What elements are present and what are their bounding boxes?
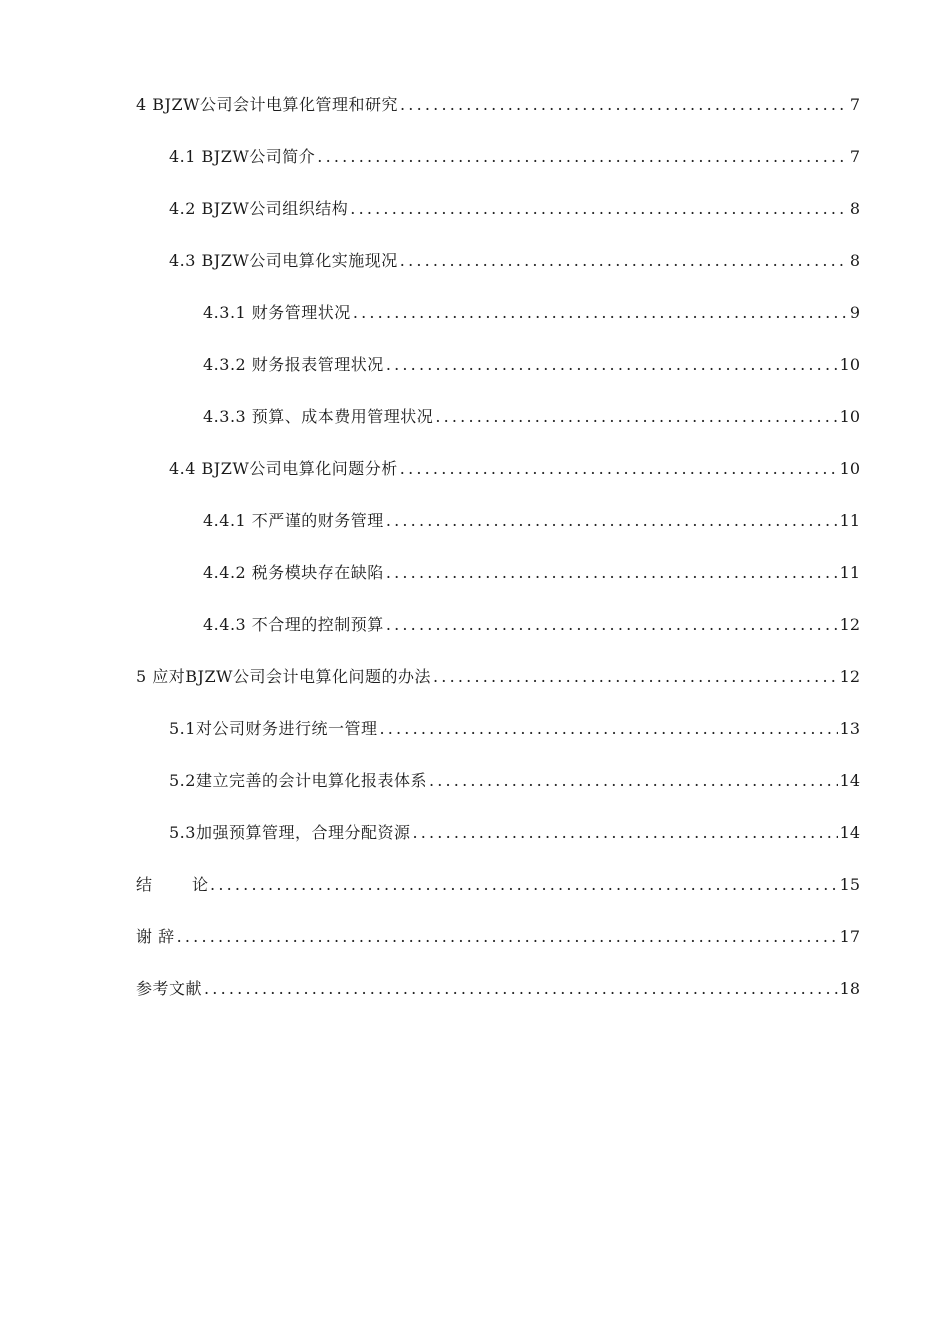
toc-entry-4-4[interactable]: [136, 456, 860, 508]
toc-entry-4-1[interactable]: [136, 144, 860, 196]
toc-entry-4-4-2[interactable]: [136, 560, 860, 612]
dot-leader: [433, 664, 838, 690]
toc-entry-references[interactable]: [136, 976, 860, 1028]
toc-entry-page-number: 18: [839, 979, 860, 998]
toc-entry-title: 4.4.3 不合理的控制预算: [203, 615, 384, 634]
toc-entry-page-number: 7: [849, 95, 860, 114]
toc-entry-title: 4.3.2 财务报表管理状况: [203, 355, 384, 374]
toc-entry-title: 4.3.3 预算、成本费用管理状况: [203, 407, 434, 426]
toc-entry-title: 4 BJZW公司会计电算化管理和研究: [136, 95, 399, 114]
dot-leader: [400, 456, 838, 482]
dot-leader: [350, 196, 848, 222]
toc-entry-4-3[interactable]: [136, 248, 860, 300]
toc-entry-page-number: 11: [839, 563, 860, 582]
toc-entry-chapter-5[interactable]: [136, 664, 860, 716]
dot-leader: [400, 248, 848, 274]
dot-leader: [353, 300, 848, 326]
dot-leader: [412, 820, 837, 846]
toc-entry-4-4-1[interactable]: [136, 508, 860, 560]
toc-entry-page-number: 10: [839, 459, 860, 478]
toc-entry-page-number: 9: [849, 303, 860, 322]
toc-entry-title: 参考文献: [136, 979, 203, 998]
toc-entry-4-2[interactable]: [136, 196, 860, 248]
toc-entry-title: 4.1 BJZW公司简介: [169, 147, 316, 166]
dot-leader: [379, 716, 837, 742]
toc-entry-title: [136, 872, 208, 898]
toc-entry-title: 4.2 BJZW公司组织结构: [169, 199, 349, 218]
toc-entry-page-number: 11: [839, 511, 860, 530]
toc-entry-page-number: 10: [839, 407, 860, 426]
toc-entry-conclusion[interactable]: [136, 872, 860, 924]
toc-entry-title: 4.4 BJZW公司电算化问题分析: [169, 459, 398, 478]
title-char-2: 论: [192, 875, 209, 894]
toc-entry-page-number: 8: [849, 199, 860, 218]
toc-entry-page-number: 7: [849, 147, 860, 166]
toc-entry-4-3-2[interactable]: [136, 352, 860, 404]
toc-entry-title: 5.2建立完善的会计电算化报表体系: [169, 771, 427, 790]
toc-entry-title: 5.1对公司财务进行统一管理: [169, 719, 378, 738]
toc-entry-page-number: 17: [839, 927, 860, 946]
dot-leader: [386, 560, 838, 586]
table-of-contents: [136, 92, 860, 1028]
toc-entry-page-number: 13: [839, 719, 860, 738]
dot-leader: [435, 404, 837, 430]
toc-entry-4-3-3[interactable]: [136, 404, 860, 456]
toc-entry-title: 4.4.1 不严谨的财务管理: [203, 511, 384, 530]
dot-leader: [210, 872, 838, 898]
toc-entry-5-3[interactable]: [136, 820, 860, 872]
toc-entry-page-number: 10: [839, 355, 860, 374]
dot-leader: [177, 924, 838, 950]
dot-leader: [429, 768, 838, 794]
toc-entry-page-number: 12: [839, 615, 860, 634]
dot-leader: [386, 508, 838, 534]
toc-entry-4-3-1[interactable]: [136, 300, 860, 352]
toc-entry-acknowledgements[interactable]: [136, 924, 860, 976]
toc-entry-page-number: 12: [839, 667, 860, 686]
dot-leader: [317, 144, 848, 170]
toc-entry-page-number: 14: [839, 823, 860, 842]
toc-entry-title: 4.4.2 税务模块存在缺陷: [203, 563, 384, 582]
toc-entry-title: 4.3 BJZW公司电算化实施现况: [169, 251, 398, 270]
toc-entry-title: 5 应对BJZW公司会计电算化问题的办法: [136, 667, 432, 686]
dot-leader: [204, 976, 838, 1002]
toc-entry-page-number: 8: [849, 251, 860, 270]
toc-entry-chapter-4[interactable]: [136, 92, 860, 144]
toc-entry-5-2[interactable]: [136, 768, 860, 820]
dot-leader: [386, 612, 838, 638]
toc-entry-title: 谢 辞: [136, 927, 175, 946]
dot-leader: [400, 92, 848, 118]
toc-entry-5-1[interactable]: [136, 716, 860, 768]
toc-entry-page-number: 14: [839, 771, 860, 790]
dot-leader: [386, 352, 838, 378]
toc-entry-title: 5.3加强预算管理，合理分配资源: [169, 823, 411, 842]
title-char-1: 结: [136, 875, 153, 894]
toc-entry-page-number: 15: [839, 875, 860, 894]
toc-entry-title: 4.3.1 财务管理状况: [203, 303, 351, 322]
toc-entry-4-4-3[interactable]: [136, 612, 860, 664]
